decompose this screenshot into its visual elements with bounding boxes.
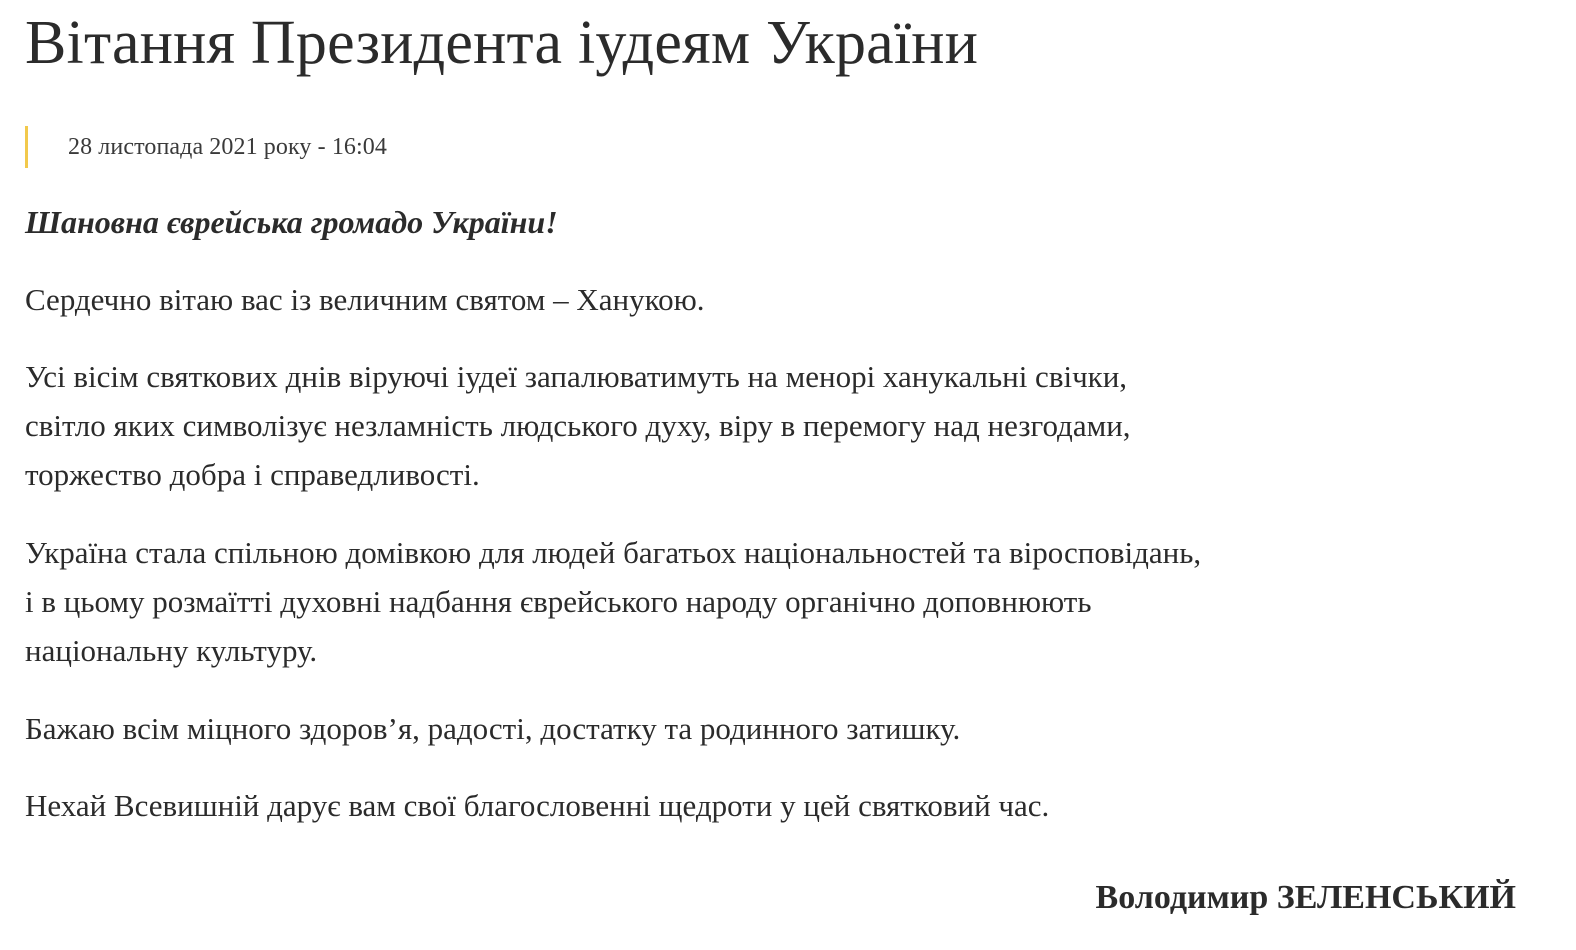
date-text: 28 листопада 2021 року - 16:04 <box>68 133 387 160</box>
paragraph-line: Бажаю всім міцного здоров’я, радості, достатку та родинного затишку. <box>25 711 961 746</box>
paragraph-4 <box>25 704 1535 753</box>
page-title: Вітання Президента іудеям України <box>25 9 979 77</box>
article <box>25 0 1535 830</box>
date-accent-bar <box>25 126 28 168</box>
paragraph-line: Усі вісім святкових днів віруючі іудеї запалюватимуть на менорі ханукальні свічки, <box>25 359 1128 394</box>
salutation: Шановна єврейська громадо України! <box>25 204 558 240</box>
paragraph-line: Україна стала спільною домівкою для людей багатьох національностей та віросповідань, <box>25 535 1202 570</box>
paragraph-line: світло яких символізує незламність людського духу, віру в перемогу над незгодами, <box>25 408 1131 443</box>
paragraph-line: національну культуру. <box>25 633 318 668</box>
publication-date <box>25 126 1535 168</box>
signature: Володимир ЗЕЛЕНСЬКИЙ <box>1095 879 1516 916</box>
paragraph-line: Нехай Всевишній дарує вам свої благословенні щедроти у цей святковий час. <box>25 788 1050 823</box>
paragraph-3 <box>25 528 1535 675</box>
paragraph-5 <box>25 781 1535 830</box>
paragraph-line: Сердечно вітаю вас із величним святом – Ханукою. <box>25 282 705 317</box>
paragraph-line: торжество добра і справедливості. <box>25 457 480 492</box>
paragraph-line: і в цьому розмаїтті духовні надбання єврейського народу органічно доповнюють <box>25 584 1092 619</box>
paragraph-2 <box>25 352 1535 499</box>
paragraph-1 <box>25 275 1535 324</box>
